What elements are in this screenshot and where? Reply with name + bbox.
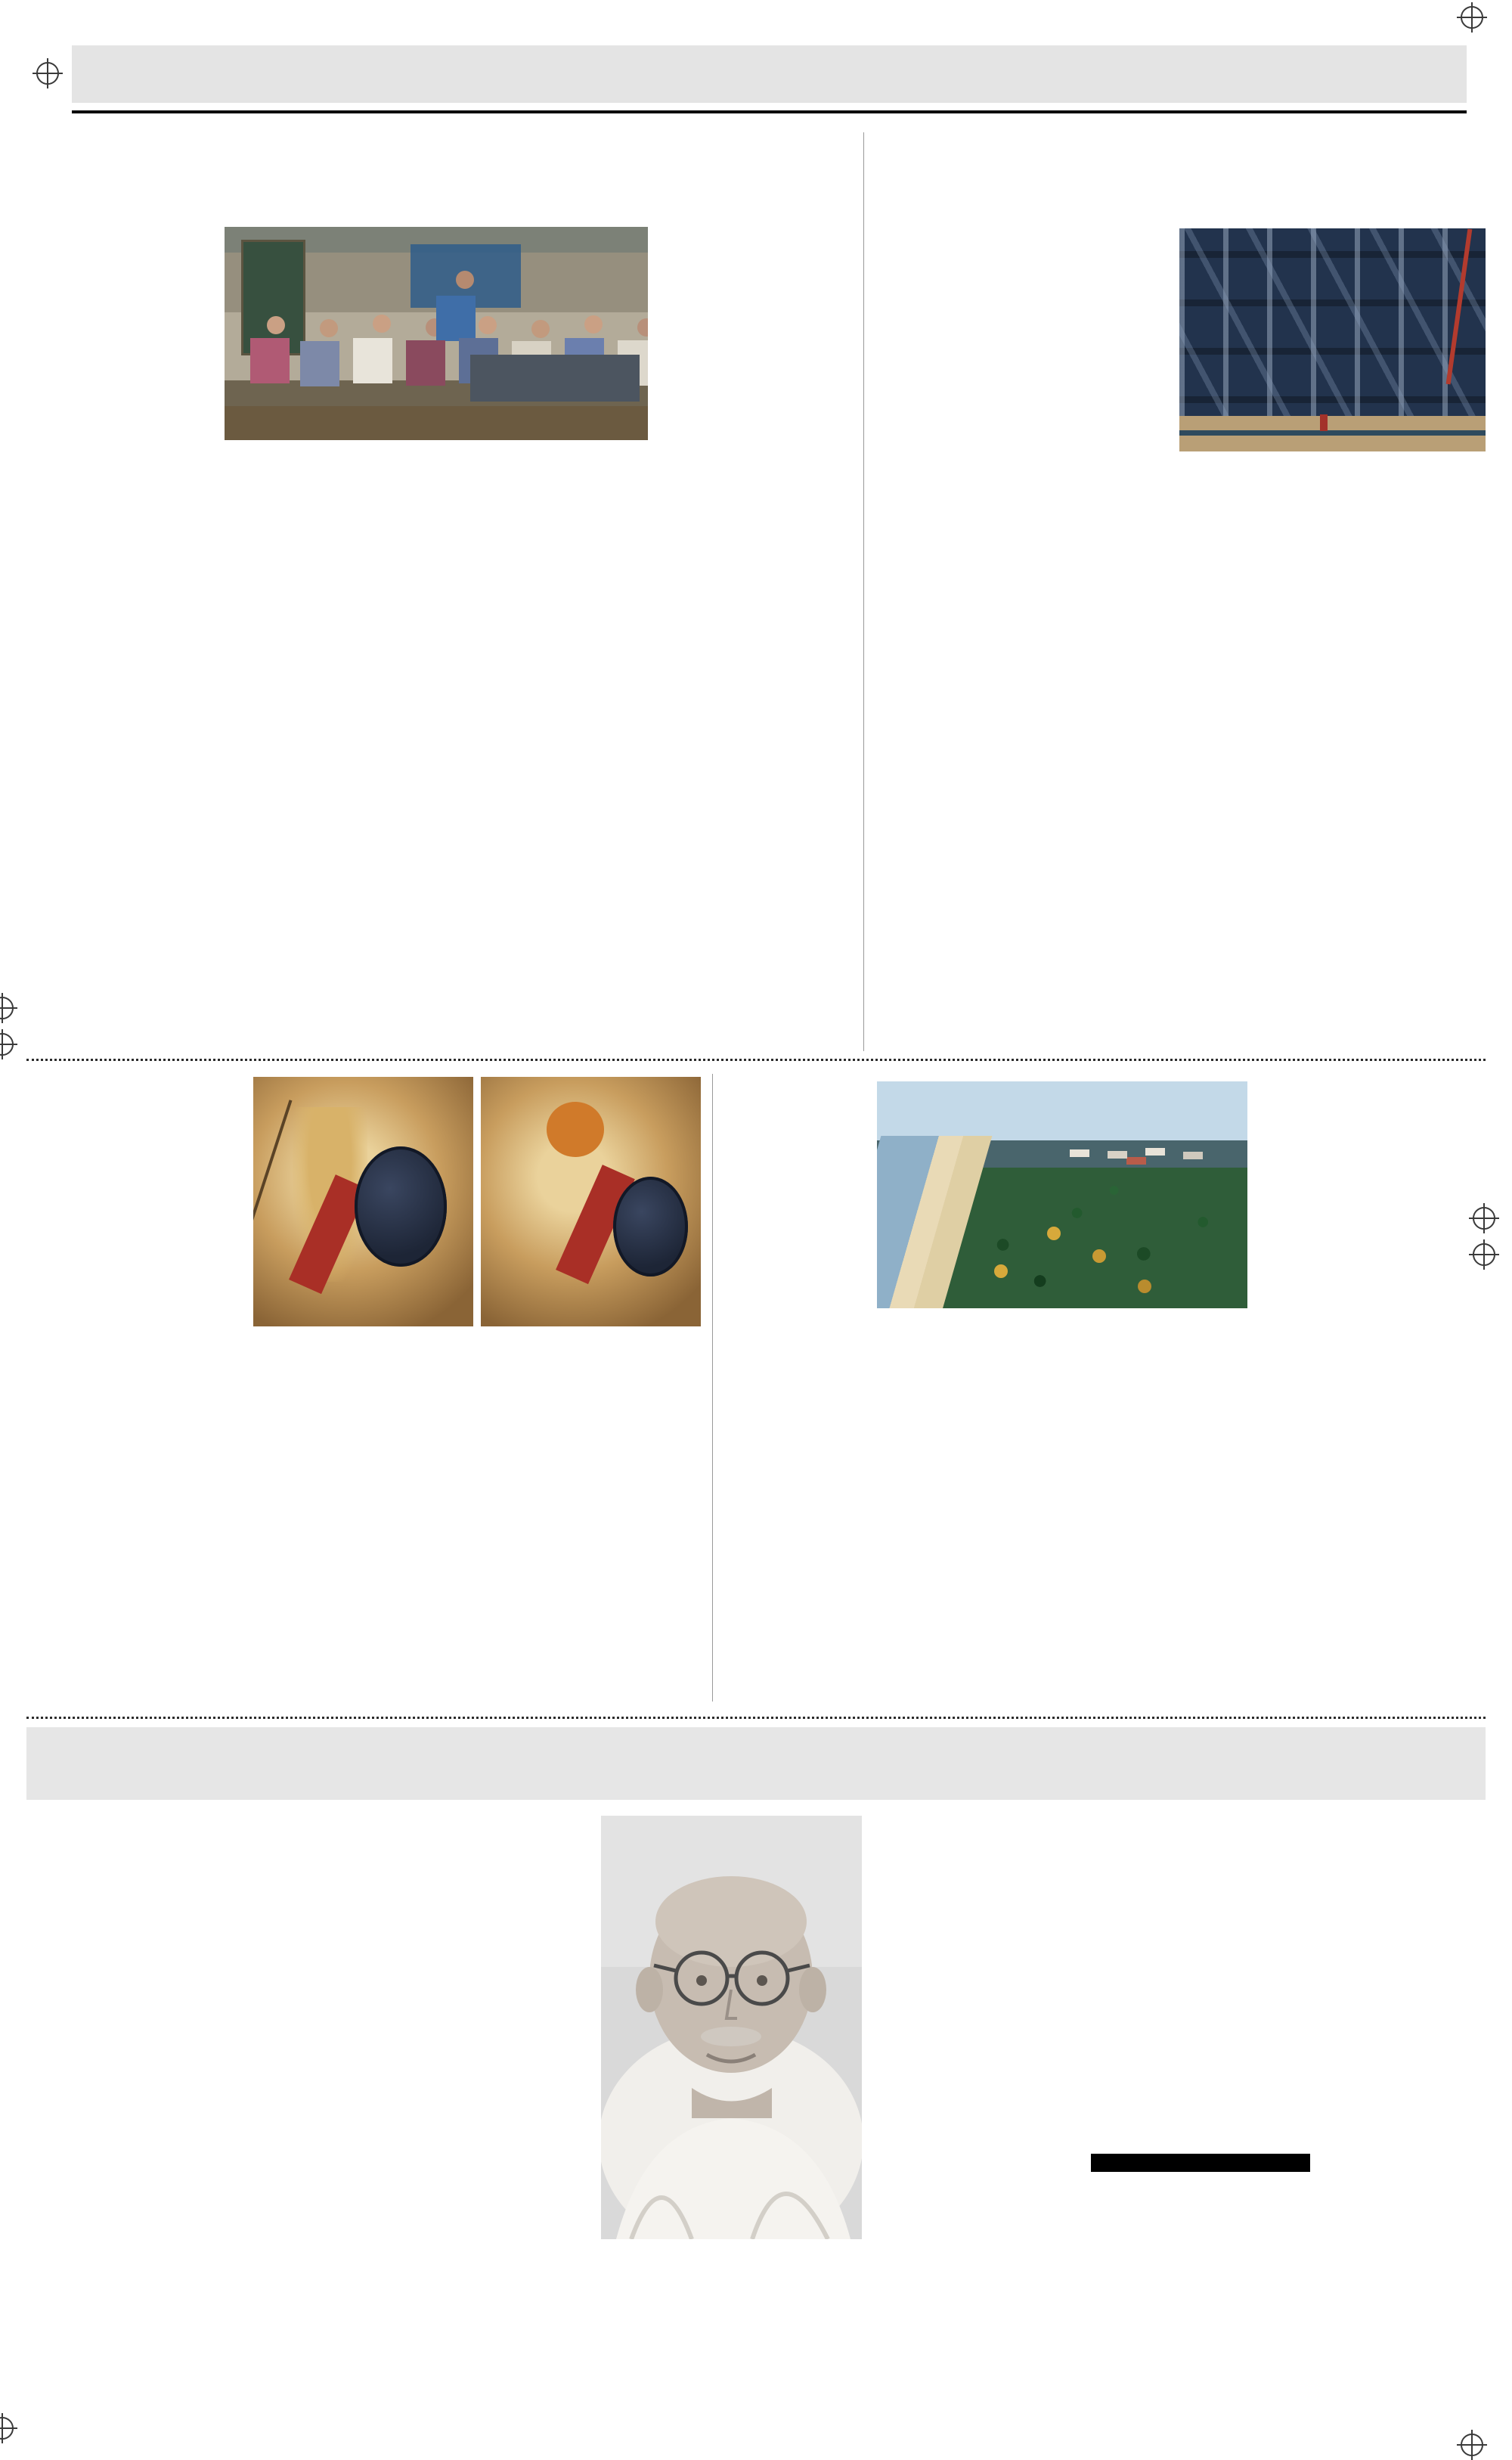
author-city [1091,2172,1310,2176]
photo-pipeline [1179,430,1486,436]
registration-mark [0,2417,14,2440]
masthead-rule [72,110,1467,113]
award-ceremony-group-photo [225,227,648,440]
photo-banner [411,244,521,309]
orange-turban [547,1102,604,1157]
column-divider [863,132,864,1051]
article-shivaji-lessons [26,1069,703,1708]
registration-mark [1461,6,1483,29]
photo-table [225,406,648,440]
photo-hydrant [1320,414,1328,431]
article-memorable-trip [722,1069,1486,1708]
article-railway-awards [26,127,858,1056]
shield [613,1177,688,1277]
registration-mark [36,62,59,85]
gandhi-portrait-drawing [601,1816,862,2239]
registration-mark [0,1033,14,1056]
registration-mark [1461,2434,1483,2456]
photo-village-houses [1070,1149,1089,1157]
painting-left-panel [253,1077,473,1326]
shield [355,1146,447,1266]
gandhi-portrait [601,1816,862,2239]
shivaji-battle-painting [253,1077,701,1326]
article-gandhi-editorial [26,1727,1486,2408]
registration-mark [0,997,14,1019]
painting-right-panel [481,1077,701,1326]
section-divider [26,1059,1486,1061]
spear [253,1100,293,1244]
konkan-coast-photo [877,1081,1247,1308]
masthead [72,45,1467,103]
section-divider [26,1717,1486,1719]
article-iocl-siding [877,127,1486,1056]
photo-chairs [470,355,640,402]
headline-band [26,1727,1486,1800]
column-divider [712,1074,713,1702]
author-name [1091,2154,1310,2172]
photo-people [250,338,290,383]
author-box [1091,2154,1310,2176]
pakani-siding-rack-photo [1179,228,1486,451]
